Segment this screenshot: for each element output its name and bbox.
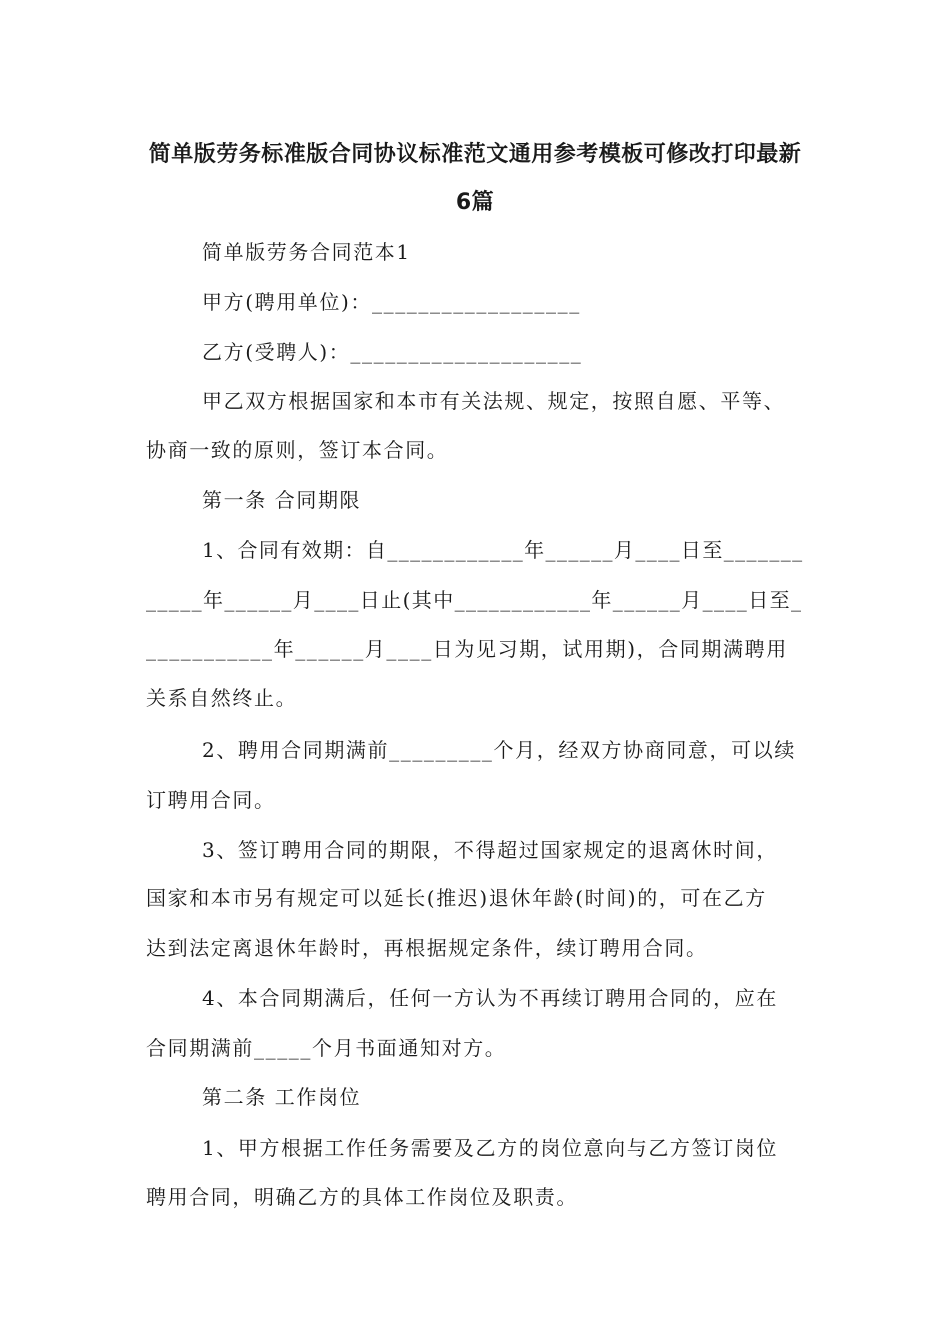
paragraph-line: 甲乙双方根据国家和本市有关法规、规定，按照自愿、平等、: [202, 389, 786, 413]
paragraph-line: 协商一致的原则，签订本合同。: [146, 438, 449, 462]
paragraph-line: 1、合同有效期：自____________年______月____日至_______: [202, 538, 804, 562]
party-b-line: 乙方(受聘人)：____________________: [202, 340, 583, 364]
paragraph-line: 合同期满前_____个月书面通知对方。: [146, 1036, 507, 1060]
paragraph-line: 关系自然终止。: [146, 686, 298, 710]
paragraph-line: 达到法定离退休年龄时，再根据规定条件，续订聘用合同。: [146, 936, 708, 960]
paragraph-line: 订聘用合同。: [146, 788, 276, 812]
document-title-line-2: 6篇: [455, 190, 495, 215]
paragraph-line: 聘用合同，明确乙方的具体工作岗位及职责。: [146, 1185, 578, 1209]
paragraph-line: 2、聘用合同期满前_________个月，经双方协商同意，可以续: [202, 738, 796, 762]
contract-heading: 简单版劳务合同范本1: [202, 240, 411, 264]
paragraph-line: _____年______月____日止(其中____________年______月____日至_: [146, 588, 803, 612]
article-heading: 第一条 合同期限: [202, 488, 362, 512]
paragraph-line: 国家和本市另有规定可以延长(推迟)退休年龄(时间)的，可在乙方: [146, 886, 767, 910]
paragraph-line: ___________年______月____日为见习期，试用期)，合同期满聘用: [146, 637, 788, 661]
party-a-line: 甲方(聘用单位)：__________________: [202, 290, 581, 314]
paragraph-line: 3、签订聘用合同的期限，不得超过国家规定的退离休时间，: [202, 838, 778, 862]
paragraph-line: 1、甲方根据工作任务需要及乙方的岗位意向与乙方签订岗位: [202, 1136, 778, 1160]
article-heading: 第二条 工作岗位: [202, 1085, 362, 1109]
paragraph-line: 4、本合同期满后，任何一方认为不再续订聘用合同的，应在: [202, 986, 778, 1010]
document-title-line-1: 简单版劳务标准版合同协议标准范文通用参考模板可修改打印最新: [148, 142, 802, 167]
